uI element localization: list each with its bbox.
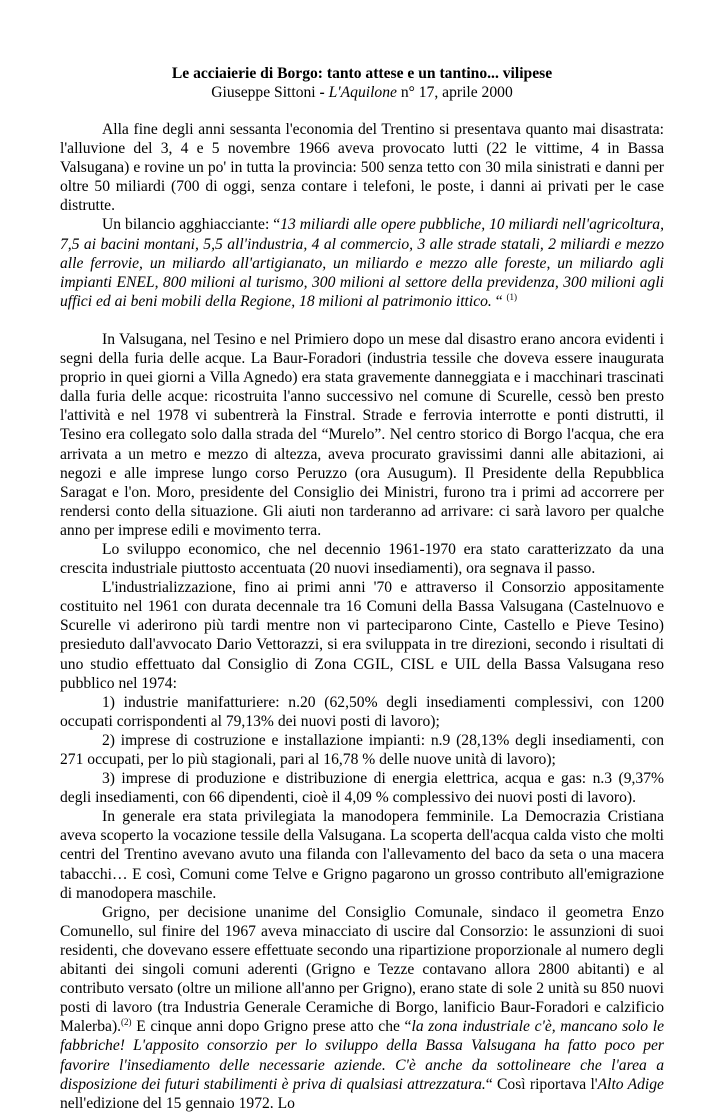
paragraph-text: “ (491, 292, 507, 310)
author-name: Giuseppe Sittoni (211, 84, 316, 102)
list-item: 3) imprese di produzione e distribuzione di energia elettrica, acqua e gas: n.3 (9,37% degli insediamenti, con 66 dipendenti, cioè il 4,09 % complessivo dei nuovi posti di lavoro). (60, 770, 664, 807)
paragraph: In Valsugana, nel Tesino e nel Primiero dopo un mese dal disastro erano ancora evidenti i segni della furia delle acque. La Baur-Foradori (industria tessile che doveva essere inaugurata proprio in quei giorni a Villa Agnedo) era stata gravemente danneggiata e i macchinari trascinati dalla furia delle acque: ricostruita l'anno successivo nel comune di Scurelle, cessò ben presto l'attività e nel 1978 vi subentrerà la Finstral. Strade e ferrovia interrotte e ponti distrutti, il Tesino era collegato solo dalla strada del “Murelo”. Nel centro storico di Borgo l'acqua, che era arrivata a un metro e mezzo di altezza, aveva procurato gravissimi danni alle abitazioni, ai negozi e alle imprese lungo corso Peruzzo (ora Ausugum). Il Presidente della Repubblica Saragat e l'on. Moro, presidente del Consiglio dei Ministri, furono tra i primi ad accorrere per rendersi conto della situazione. Gli aiuti non tarderanno ad arrivare: ci sarà lavoro per qualche anno per imprese edili e movimento terra. (60, 330, 664, 539)
quoted-text: la zona industriale c'è, mancano solo le fabbriche! L'apposito consorzio per lo sviluppo della Bassa Valsugana ha fatto poco per favorire l'insediamento delle necessarie aziende. C'è anche da sottolineare che l'area a disposizione dei futuri stabilimenti è priva di qualsiasi attrezzatura. (60, 1018, 664, 1093)
paragraph-text: Un bilancio agghiacciante: “ (102, 216, 281, 234)
paragraph-text: Grigno, per decisione unanime del Consiglio Comunale, sindaco il geometra Enzo Comunello, sul finire del 1967 aveva minacciato di uscire dal Consorzio: le assunzioni di suoi residenti, che dovevano essere effettuate secondo una ripartizione proporzionale al numero degli abitanti dei singoli comuni aderenti (Grigno e Tezze contavano allora 2800 abitanti) e al contributo versato (oltre un milione all'anno per Grigno), erano state di sole 2 unità su 850 nuovi posti di lavoro (tra Industria Generale Ceramiche di Borgo, lanificio Baur-Foradori e calzificio Malerba). (60, 903, 664, 1036)
quoted-text: 13 miliardi alle opere pubbliche, 10 miliardi nell'agricoltura, 7,5 ai bacini montani, 5,5 all'industria, 4 al commercio, 3 alle strade statali, 2 miliardi e mezzo alle ferrovie, un miliardo all'artigianato, un miliardo e mezzo alle foreste, un miliardo agli impianti ENEL, 800 milioni al turismo, 300 milioni al settore della previdenza, 300 milioni agli uffici ed ai beni mobili della Regione, 18 milioni al patrimonio ittico. (60, 216, 665, 310)
paragraph: L'industrializzazione, fino ai primi anni '70 e attraverso il Consorzio appositamente costituito nel 1961 con durata decennale tra 16 Comuni della Bassa Valsugana (Castelnuovo e Scurelle vi aderirono più tardi mentre non vi parteciparono Cinte, Castello e Pieve Tesino) presieduto dall'avvocato Dario Vettorazzi, si era sviluppata in tre direzioni, secondo i risultati di uno studio effettuato dal Consiglio di Zona CGIL, CISL e UIL della Bassa Valsugana reso pubblico nel 1974: (60, 579, 664, 692)
paragraph-text: nell'edizione del 15 gennaio 1972. Lo (60, 1094, 295, 1112)
newspaper-name: Alto Adige (597, 1075, 664, 1093)
issue-info: n° 17, aprile 2000 (396, 84, 513, 102)
paragraph-text: E cinque anni dopo Grigno prese atto che “ (131, 1018, 412, 1036)
byline-separator: - (315, 84, 329, 102)
footnote-marker: (2) (121, 1017, 132, 1028)
article-title: Le acciaierie di Borgo: tanto attese e un tantino... vilipese (171, 65, 553, 82)
paragraph-spacer (60, 311, 664, 330)
paragraph: Alla fine degli anni sessanta l'economia del Trentino si presentava quanto mai disastrata: l'alluvione del 3, 4 e 5 novembre 1966 aveva provocato lutti (22 le vittime, 4 in Bassa Valsugana) e rovine un po' in tutta la provincia: 500 senza tetto con 30 mila sinistrati e danni per oltre 50 miliardi (700 di oggi, senza contare i telefoni, le poste, i danni ai privati per le case distrutte. (60, 121, 664, 215)
paragraph (60, 903, 664, 1113)
paragraph (60, 215, 664, 310)
paragraph-text: “ Così riportava l' (485, 1075, 598, 1093)
footnote-marker: (1) (506, 291, 518, 302)
list-item: 2) imprese di costruzione e installazione impianti: n.9 (28,13% degli insediamenti, con 271 occupati, per lo più stagionali, pari al 16,78 % delle nuove unità di lavoro); (60, 731, 664, 768)
publication-name: L'Aquilone (328, 84, 397, 102)
list-item: 1) industrie manifatturiere: n.20 (62,50% degli insediamenti complessivi, con 1200 occupati corrispondenti al 79,13% dei nuovi posti di lavoro); (60, 693, 664, 730)
document-header (60, 64, 664, 102)
paragraph: In generale era stata privilegiata la manodopera femminile. La Democrazia Cristiana aveva scoperto la vocazione tessile della Valsugana. La scoperta dell'acqua calda visto che molti centri del Trentino avevano avuto una filanda con l'allevamento del baco da seta o una macera tabacchi… E così, Comuni come Telve e Grigno pagarono un grosso contributo all'emigrazione di manodopera maschile. (60, 808, 664, 902)
paragraph: Lo sviluppo economico, che nel decennio 1961-1970 era stato caratterizzato da una crescita industriale piuttosto accentuata (20 nuovi insediamenti), ora segnava il passo. (60, 540, 664, 578)
article-body (60, 120, 664, 1113)
article-byline (60, 83, 664, 102)
